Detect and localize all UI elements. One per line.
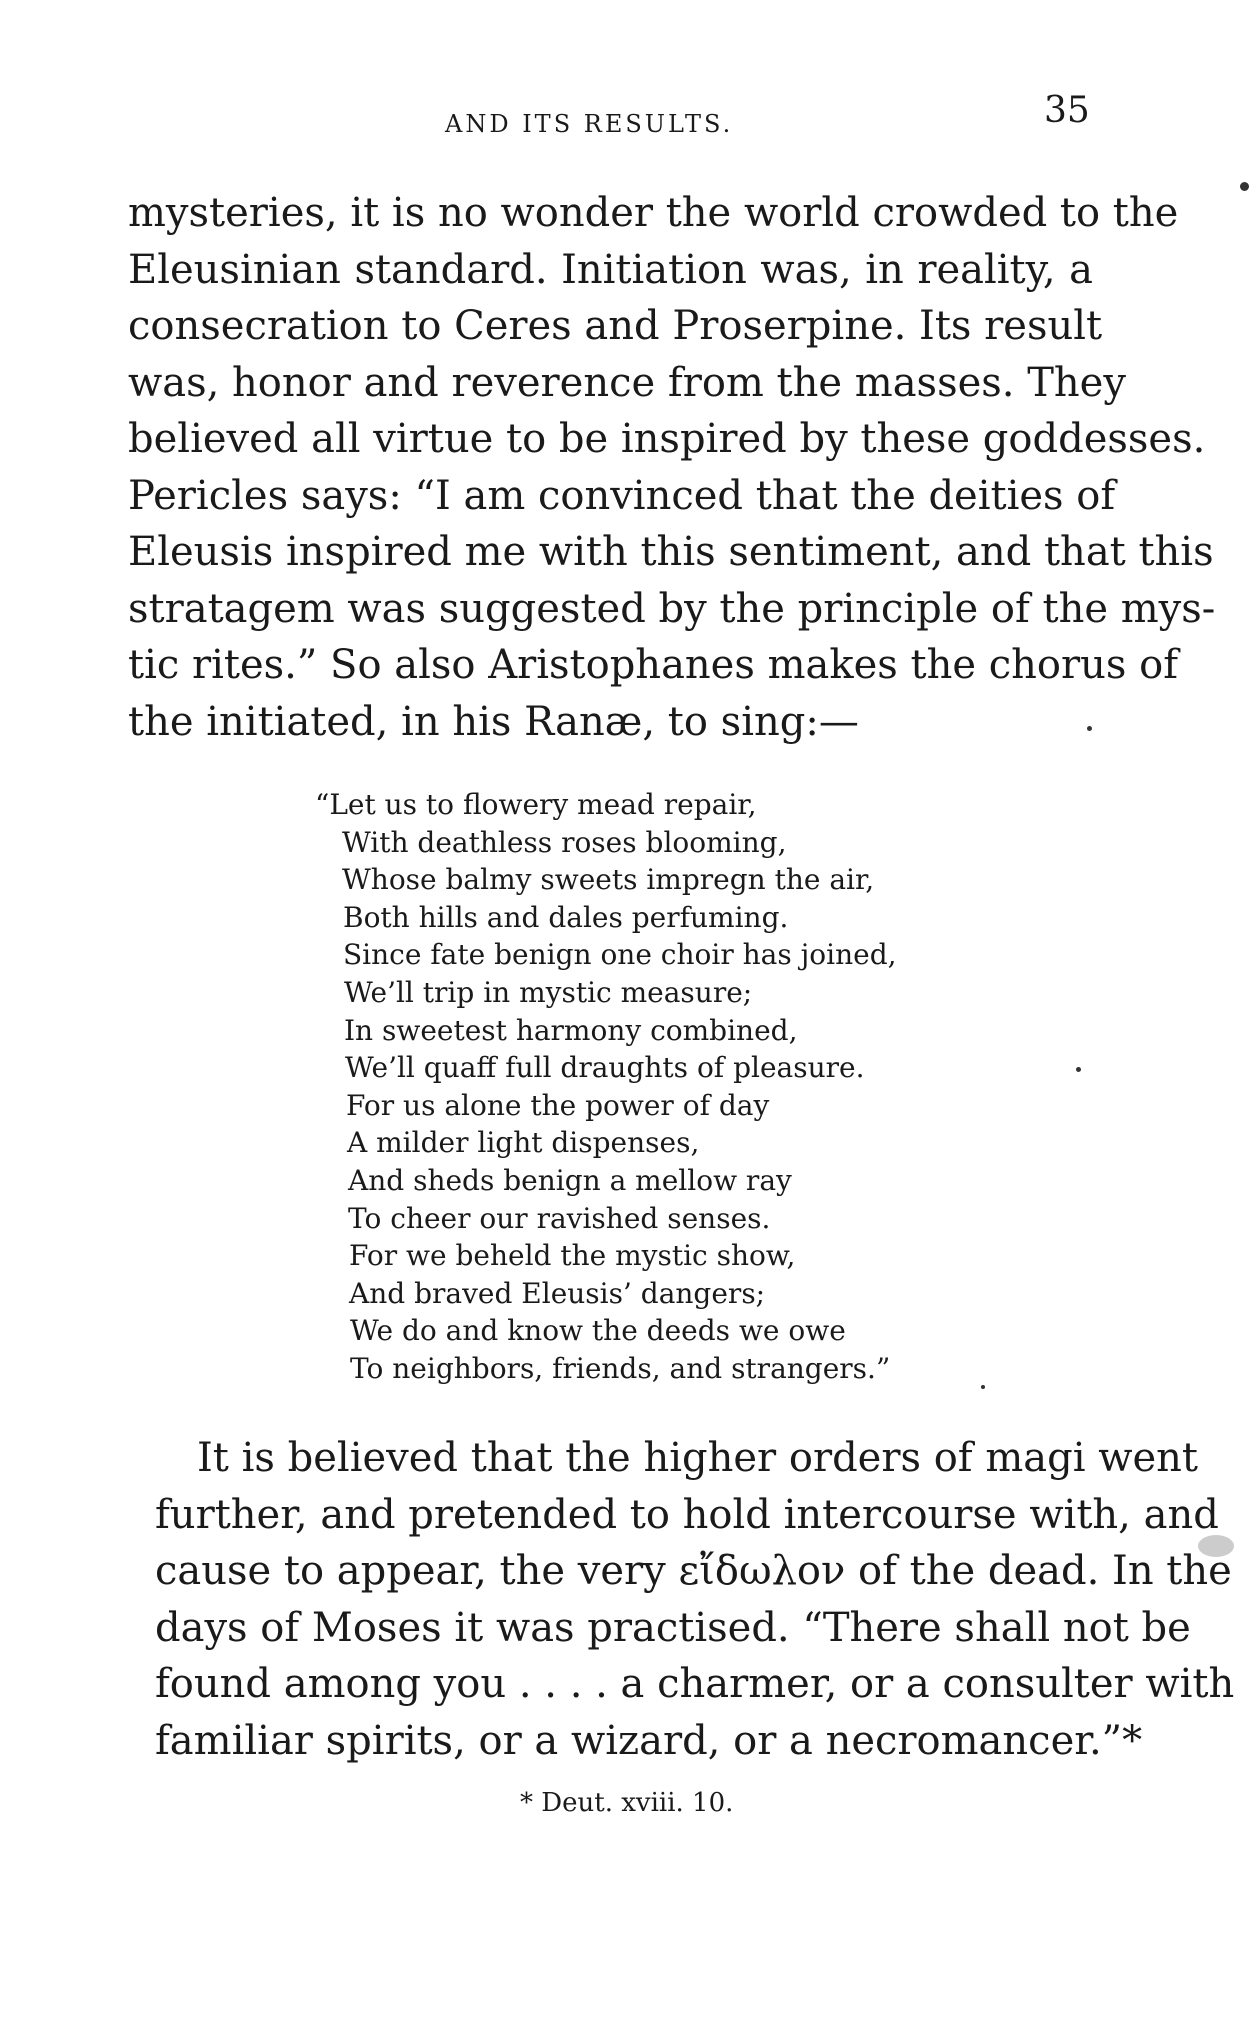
paragraph-line: familiar spirits, or a wizard, or a necromancer.”* (155, 1717, 1143, 1764)
verse-line: With deathless roses blooming, (342, 825, 787, 859)
verse-line: In sweetest harmony combined, (344, 1013, 798, 1047)
verse-line: To cheer our ravished senses. (348, 1201, 771, 1235)
verse-line: A milder light dispenses, (347, 1126, 700, 1160)
verse-line: We do and know the deeds we owe (350, 1314, 846, 1348)
paragraph-line: stratagem was suggested by the principle of the mys- (128, 585, 1216, 632)
verse-line: To neighbors, friends, and strangers.” (350, 1351, 891, 1385)
verse-line: And sheds benign a mellow ray (348, 1163, 792, 1197)
page-number: 35 (1044, 90, 1090, 131)
verse-line: And braved Eleusis’ dangers; (349, 1276, 766, 1310)
paragraph-1 (128, 185, 1216, 750)
footnote: * Deut. xviii. 10. (520, 1788, 734, 1818)
verse-line: Whose balmy sweets impregn the air, (342, 863, 875, 897)
paragraph-line: cause to appear, the very εἴδωλον of the dead. In the (155, 1548, 1232, 1594)
verse-line: We’ll quaff full draughts of pleasure. (345, 1051, 865, 1085)
verse-line: For us alone the power of day (346, 1088, 770, 1122)
scan-speck (1076, 1067, 1081, 1072)
paragraph-line: Pericles says: “I am convinced that the deities of (128, 472, 1116, 519)
paragraph-line: tic rites.” So also Aristophanes makes the chorus of (128, 642, 1178, 688)
paragraph-line: It is believed that the higher orders of magi went (197, 1435, 1198, 1481)
scan-speck (1198, 1535, 1234, 1557)
verse-line: For we beheld the mystic show, (349, 1239, 796, 1273)
scan-speck (1087, 726, 1092, 731)
paragraph-line: believed all virtue to be inspired by these goddesses. (128, 416, 1206, 462)
paragraph-2 (155, 1430, 1235, 1769)
verse-line: Since fate benign one choir has joined, (343, 938, 897, 972)
running-head: AND ITS RESULTS. (445, 110, 734, 138)
paragraph-line: consecration to Ceres and Proserpine. Its result (128, 303, 1103, 349)
paragraph-line: the initiated, in his Ranæ, to sing:— (128, 698, 859, 745)
verse-line: “Let us to flowery mead repair, (315, 788, 757, 821)
paragraph-line: mysteries, it is no wonder the world crowded to the (128, 190, 1179, 236)
scan-speck (1240, 182, 1249, 191)
paragraph-line: further, and pretended to hold intercourse with, and (155, 1491, 1219, 1538)
paragraph-line: found among you . . . . a charmer, or a consulter with (155, 1661, 1235, 1707)
paragraph-line: Eleusinian standard. Initiation was, in reality, a (128, 246, 1093, 293)
paragraph-line: Eleusis inspired me with this sentiment, and that this (128, 529, 1214, 575)
verse-line: We’ll trip in mystic measure; (344, 975, 753, 1009)
verse-quotation (315, 786, 897, 1388)
paragraph-line: days of Moses it was practised. “There shall not be (155, 1604, 1191, 1651)
scan-speck (981, 1385, 985, 1389)
verse-line: Both hills and dales perfuming. (343, 900, 789, 934)
paragraph-line: was, honor and reverence from the masses. They (128, 359, 1126, 406)
